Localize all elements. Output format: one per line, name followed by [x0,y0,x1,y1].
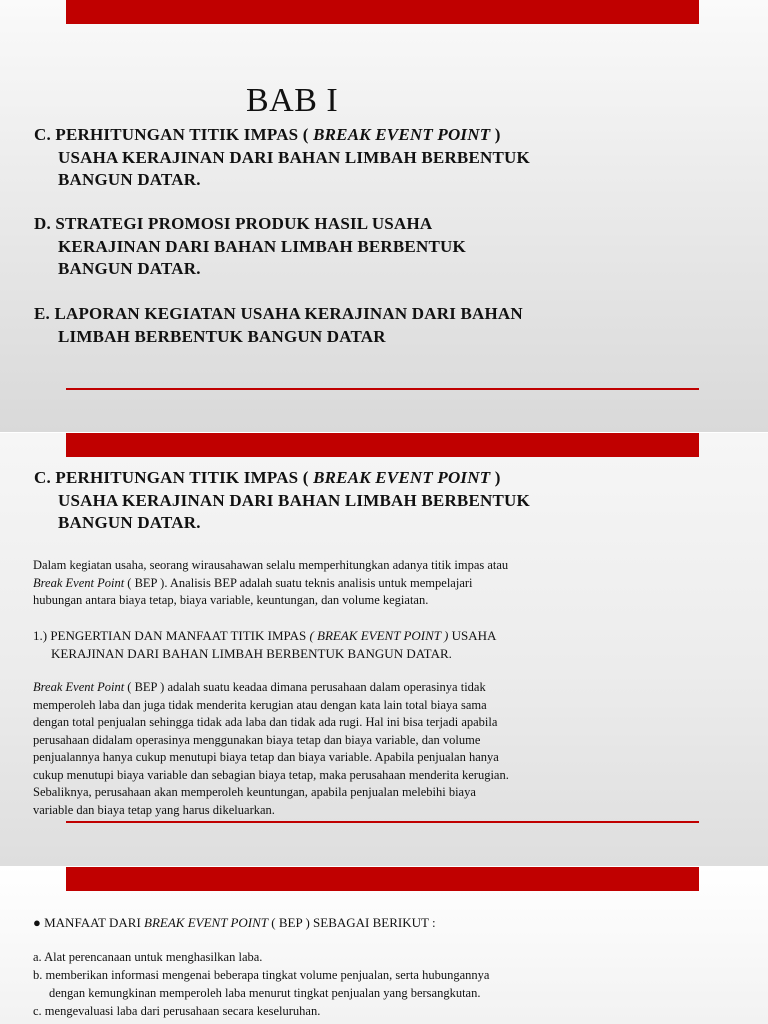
benefit-a: a. Alat perencanaan untuk menghasilkan laba. [33,950,263,964]
intro-paragraph [33,557,593,610]
slide-1-top-bar [66,0,699,24]
item-e-line1: E. LAPORAN KEGIATAN USAHA KERAJINAN DARI BAHAN [34,304,523,323]
bullet-suffix: ( BEP ) SEBAGAI BERIKUT : [268,915,436,930]
slide-1 [0,0,768,432]
item-d-line3: BANGUN DATAR. [58,259,201,278]
slide-2-heading-line3: BANGUN DATAR. [58,513,201,532]
section-1-subheading [33,627,496,662]
definition-line-6: cukup menutupi biaya variable dan sebagian biaya tetap, maka perusahaan menderita kerugian. [33,767,509,782]
slide-2-divider [66,821,699,823]
item-c-heading [34,124,530,192]
slide-2-heading-emph: BREAK EVENT POINT [313,468,491,487]
item-e-line2: LIMBAH BERBENTUK BANGUN DATAR [58,326,386,346]
item-c-prefix: C. PERHITUNGAN TITIK IMPAS ( [34,125,314,144]
subheading-emph: ( BREAK EVENT POINT ) [309,628,449,643]
benefit-b-line-2: dengan kemungkinan memperoleh laba menurut tingkat penjualan yang bersangkutan. [49,986,481,1000]
slide-2 [0,433,768,866]
subheading-line2: KERAJINAN DARI BAHAN LIMBAH BERBENTUK BANGUN DATAR. [51,645,452,661]
definition-line-3: dengan total penjualan sehingga tidak ada laba dan tidak ada rugi. Hal ini bisa terjadi apabila [33,715,498,729]
slide-2-heading-line2: USAHA KERAJINAN DARI BAHAN LIMBAH BERBENTUK [58,490,530,510]
item-e-heading [34,303,523,348]
definition-line-1: ( BEP ) adalah suatu keadaa dimana perusahaan dalam operasinya tidak [124,680,486,694]
slide-2-heading [34,467,530,535]
slide-1-divider [66,388,699,390]
definition-line-4: perusahaan didalam operasinya menggunakan biaya tetap dan biaya variable, dan volume [33,732,481,747]
slide-2-heading-prefix: C. PERHITUNGAN TITIK IMPAS ( [34,468,314,487]
definition-line-7: Sebaliknya, perusahaan akan memperoleh keuntungan, apabila penjualan melebihi biaya [33,785,476,799]
item-c-emph: BREAK EVENT POINT [313,125,491,144]
item-d-heading [34,213,466,281]
intro-line-3: hubungan antara biaya tetap, biaya variable, keuntungan, dan volume kegiatan. [33,593,429,607]
subheading-suffix: USAHA [448,628,497,643]
intro-line-1: Dalam kegiatan usaha, seorang wirausahawan selalu memperhitungkan adanya titik impas atau [33,558,509,572]
slide-3-top-bar [66,867,699,891]
definition-line-8: variable dan biaya tetap yang harus dikeluarkan. [33,802,275,817]
intro-bep-term: Break Event Point [33,575,125,590]
benefit-b-line-1: b. memberikan informasi mengenai beberapa tingkat volume penjualan, serta hubungannya [33,968,490,982]
subheading-prefix: 1.) PENGERTIAN DAN MANFAAT TITIK IMPAS [33,628,310,643]
benefit-c: c. mengevaluasi laba dari perusahaan secara keseluruhan. [33,1004,321,1018]
slide-2-top-bar [66,433,699,457]
slide-2-heading-suffix: ) [490,468,501,487]
slide-title: BAB I [246,82,339,119]
item-c-line2: USAHA KERAJINAN DARI BAHAN LIMBAH BERBENTUK [58,147,530,167]
definition-line-2: memperoleh laba dan juga tidak menderita kerugian atau dengan kata lain total biaya sama [33,697,487,712]
item-d-line1: D. STRATEGI PROMOSI PRODUK HASIL USAHA [34,214,433,233]
item-c-line3: BANGUN DATAR. [58,170,201,189]
intro-line-2: ( BEP ). Analisis BEP adalah suatu teknis analisis untuk mempelajari [124,575,473,590]
item-c-suffix: ) [490,125,501,144]
definition-bep-term: Break Event Point [33,680,125,694]
bullet-emph: BREAK EVENT POINT [144,915,269,930]
definition-line-5: penjualannya hanya cukup menutupi biaya tetap dan biaya variable. Apabila penjualan hanya [33,750,499,764]
bullet-prefix: ● MANFAAT DARI [33,915,145,930]
definition-paragraph [33,679,593,819]
item-d-line2: KERAJINAN DARI BAHAN LIMBAH BERBENTUK [58,236,466,256]
benefits-bullet [33,914,436,932]
benefits-list [33,948,489,1020]
slide-3 [0,866,768,1024]
